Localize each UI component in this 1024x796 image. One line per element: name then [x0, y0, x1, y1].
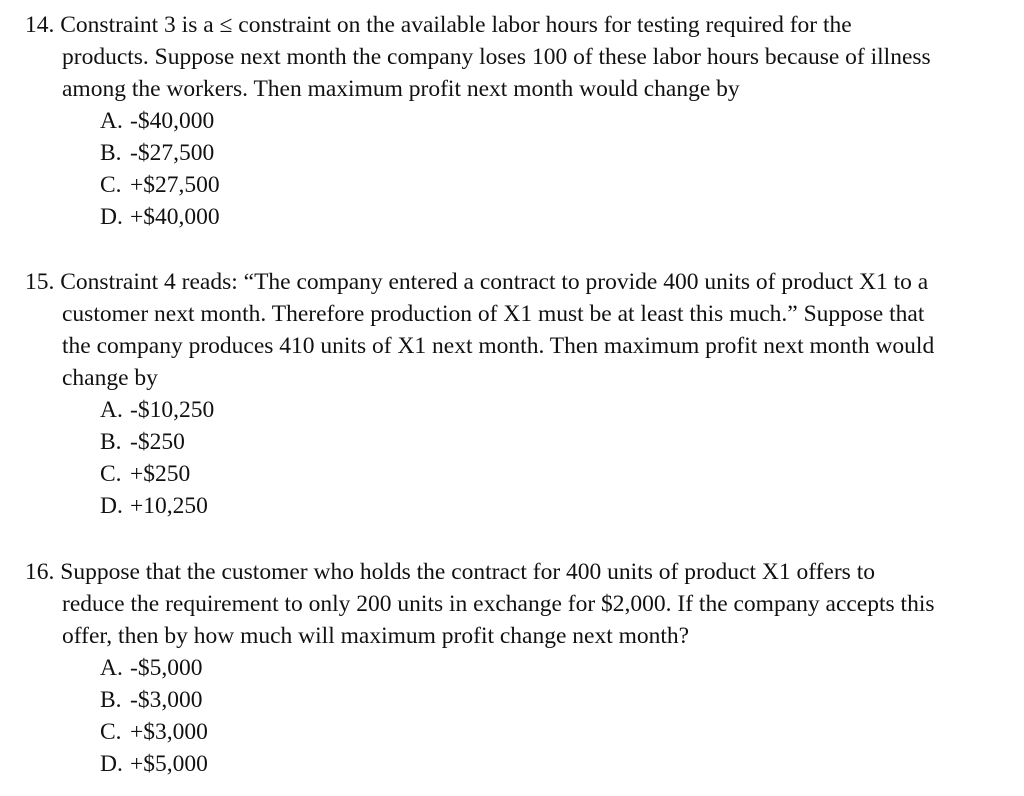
question-14-line-3: among the workers. Then maximum profit next month would change by: [62, 76, 740, 102]
question-16-line-1: 16. Suppose that the customer who holds the contract for 400 units of product X1 offers to: [25, 559, 875, 585]
question-15-options: [25, 394, 985, 522]
question-15: [25, 266, 985, 522]
option-d[interactable]: [100, 201, 985, 233]
option-text: +$27,500: [130, 172, 220, 198]
question-16: [25, 556, 985, 780]
option-letter: B.: [100, 140, 122, 166]
question-15-line-2: customer next month. Therefore production of X1 must be at least this much.” Suppose that: [62, 301, 925, 327]
question-15-line-4: change by: [62, 365, 158, 391]
option-a[interactable]: [100, 105, 985, 137]
option-d[interactable]: [100, 490, 985, 522]
option-c[interactable]: [100, 169, 985, 201]
option-a[interactable]: [100, 652, 985, 684]
option-text: -$5,000: [130, 655, 203, 681]
option-letter: D.: [100, 751, 123, 777]
question-14-line-2: products. Suppose next month the company loses 100 of these labor hours because of illness: [62, 44, 931, 70]
question-15-line-3: the company produces 410 units of X1 next month. Then maximum profit next month would: [62, 333, 935, 359]
option-letter: B.: [100, 429, 122, 455]
option-letter: C.: [100, 719, 122, 745]
option-text: -$250: [130, 429, 185, 455]
option-letter: A.: [100, 397, 123, 423]
option-letter: B.: [100, 687, 122, 713]
option-a[interactable]: [100, 394, 985, 426]
question-14: [25, 9, 985, 233]
option-text: -$40,000: [130, 108, 215, 134]
option-letter: C.: [100, 461, 122, 487]
option-text: +$3,000: [130, 719, 208, 745]
option-text: +10,250: [130, 493, 208, 519]
question-14-line-1: 14. Constraint 3 is a ≤ constraint on the available labor hours for testing required for the: [25, 12, 852, 38]
option-b[interactable]: [100, 426, 985, 458]
option-letter: A.: [100, 655, 123, 681]
option-letter: C.: [100, 172, 122, 198]
option-letter: D.: [100, 204, 123, 230]
option-text: +$5,000: [130, 751, 208, 777]
option-text: +$40,000: [130, 204, 220, 230]
question-15-line-1: 15. Constraint 4 reads: “The company entered a contract to provide 400 units of product X1 to a: [25, 269, 929, 295]
option-b[interactable]: [100, 684, 985, 716]
option-c[interactable]: [100, 458, 985, 490]
question-16-options: [25, 652, 985, 780]
question-14-options: [25, 105, 985, 233]
option-text: -$3,000: [130, 687, 203, 713]
option-text: +$250: [130, 461, 191, 487]
option-letter: D.: [100, 493, 123, 519]
option-text: -$10,250: [130, 397, 215, 423]
option-text: -$27,500: [130, 140, 215, 166]
option-c[interactable]: [100, 716, 985, 748]
option-d[interactable]: [100, 748, 985, 780]
option-letter: A.: [100, 108, 123, 134]
question-16-line-2: reduce the requirement to only 200 units in exchange for $2,000. If the company accepts this: [62, 591, 935, 617]
question-16-line-3: offer, then by how much will maximum profit change next month?: [62, 623, 690, 649]
option-b[interactable]: [100, 137, 985, 169]
